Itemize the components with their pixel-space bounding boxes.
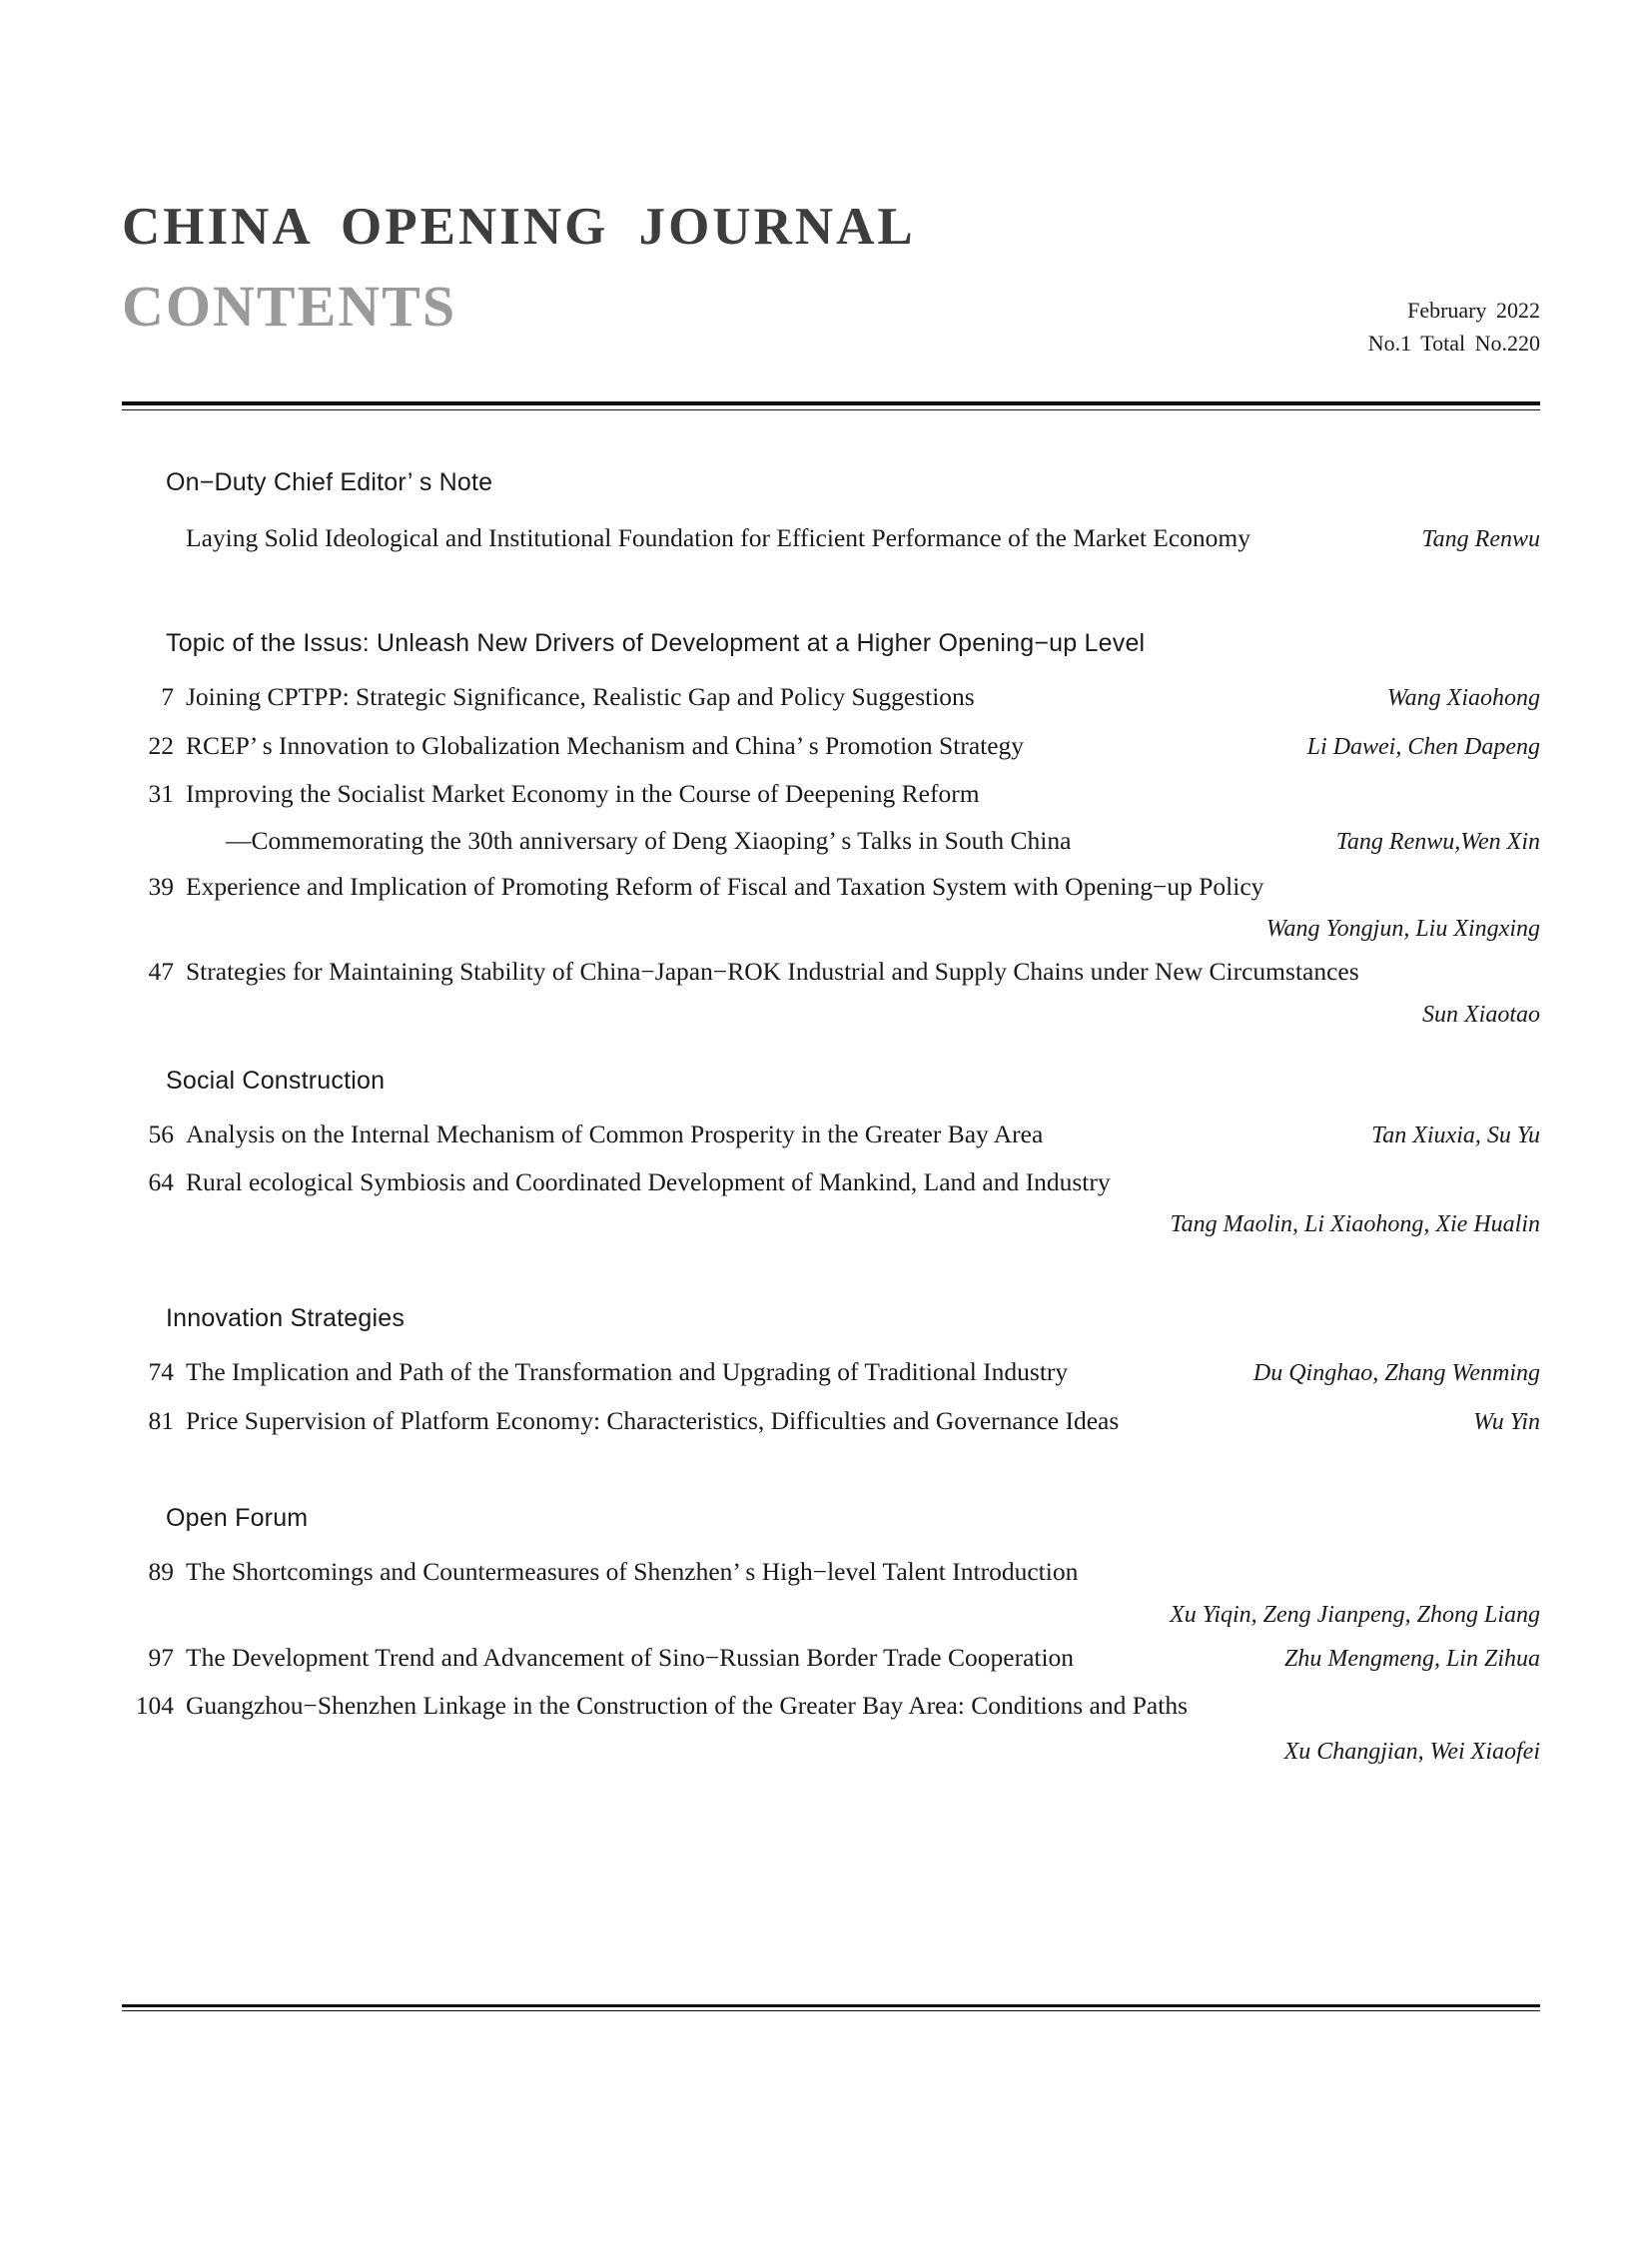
entry-page-number: 47 xyxy=(148,957,174,987)
section-heading: Social Construction xyxy=(166,1066,386,1095)
header-divider xyxy=(122,401,1540,410)
entry-authors: Tan Xiuxia, Su Yu xyxy=(1371,1121,1540,1148)
toc-entry[interactable] xyxy=(122,1689,1540,1723)
entry-page-number: 89 xyxy=(148,1557,174,1587)
entry-page-number: 74 xyxy=(148,1357,174,1387)
entry-title: RCEP’ s Innovation to Globalization Mechanism and China’ s Promotion Strategy xyxy=(186,730,1025,760)
entry-title: Experience and Implication of Promoting Reform of Fiscal and Taxation System with Opening−up Policy xyxy=(186,871,1264,901)
entry-page-number: 104 xyxy=(135,1691,174,1721)
toc-entry[interactable] xyxy=(122,1165,1540,1199)
toc-entry[interactable] xyxy=(122,1355,1540,1389)
entry-authors: Xu Yiqin, Zeng Jianpeng, Zhong Liang xyxy=(1170,1601,1540,1628)
toc-entry[interactable] xyxy=(122,1555,1540,1589)
entry-authors: Sun Xiaotao xyxy=(1422,1001,1540,1028)
entry-page-number: 22 xyxy=(148,730,174,760)
entry-title: The Development Trend and Advancement of Sino−Russian Border Trade Cooperation xyxy=(186,1642,1075,1672)
entry-authors: Tang Renwu,Wen Xin xyxy=(1335,828,1540,855)
entry-subtitle: —Commemorating the 30th anniversary of Deng Xiaoping’ s Talks in South China xyxy=(226,825,1072,855)
entry-title: Joining CPTPP: Strategic Significance, Realistic Gap and Policy Suggestions xyxy=(186,682,975,712)
entry-title: Guangzhou−Shenzhen Linkage in the Construction of the Greater Bay Area: Conditions and Paths xyxy=(186,1691,1188,1721)
issue-date: February 2022 xyxy=(1407,297,1540,323)
toc-entry-continuation xyxy=(122,826,1540,856)
entry-title: The Implication and Path of the Transformation and Upgrading of Traditional Industry xyxy=(186,1357,1069,1387)
contents-header-row xyxy=(122,273,1540,364)
section-heading: Topic of the Issus: Unleash New Drivers of Development at a Higher Opening−up Level xyxy=(166,629,1146,658)
entry-title: Strategies for Maintaining Stability of China−Japan−ROK Industrial and Supply Chains under New Circumstances xyxy=(186,957,1359,987)
entry-authors: Tang Renwu xyxy=(1421,526,1540,552)
entry-title: Rural ecological Symbiosis and Coordinated Development of Mankind, Land and Industry xyxy=(186,1166,1111,1196)
toc-entry[interactable] xyxy=(122,870,1540,904)
entry-page-number: 39 xyxy=(148,871,174,901)
entry-title: Price Supervision of Platform Economy: Characteristics, Difficulties and Governance Ideas xyxy=(186,1405,1120,1435)
section-heading: On−Duty Chief Editor’ s Note xyxy=(166,468,493,496)
entry-authors: Tang Maolin, Li Xiaohong, Xie Hualin xyxy=(1170,1211,1540,1238)
journal-title: CHINA OPENING JOURNAL xyxy=(122,198,916,256)
toc-entry[interactable] xyxy=(122,1404,1540,1438)
entry-title: Laying Solid Ideological and Institutional Foundation for Efficient Performance of the Market Economy xyxy=(186,523,1251,552)
entry-page-number: 7 xyxy=(161,682,174,712)
entry-page-number: 97 xyxy=(148,1642,174,1672)
footer-divider xyxy=(122,2004,1540,2011)
toc-entry[interactable] xyxy=(122,521,1540,555)
entry-page-number: 31 xyxy=(148,779,174,809)
section-heading: Innovation Strategies xyxy=(166,1304,406,1333)
entry-page-number: 81 xyxy=(148,1405,174,1435)
entry-title: The Shortcomings and Countermeasures of Shenzhen’ s High−level Talent Introduction xyxy=(186,1557,1079,1587)
issue-info xyxy=(1368,294,1540,360)
toc-entry[interactable] xyxy=(122,1641,1540,1675)
entry-authors: Li Dawei, Chen Dapeng xyxy=(1306,733,1540,760)
toc-entry[interactable] xyxy=(122,1118,1540,1151)
table-of-contents xyxy=(122,454,1540,1766)
entry-page-number: 56 xyxy=(148,1119,174,1148)
masthead xyxy=(122,200,1540,364)
toc-entry[interactable] xyxy=(122,955,1540,989)
entry-authors: Zhu Mengmeng, Lin Zihua xyxy=(1283,1645,1540,1672)
entry-authors: Wang Xiaohong xyxy=(1386,685,1540,712)
entry-authors: Du Qinghao, Zhang Wenming xyxy=(1252,1360,1540,1387)
contents-heading: CONTENTS xyxy=(122,273,457,339)
toc-entry[interactable] xyxy=(122,729,1540,763)
entry-title: Improving the Socialist Market Economy in the Course of Deepening Reform xyxy=(186,779,980,809)
toc-entry[interactable] xyxy=(122,777,1540,811)
entry-authors: Wu Yin xyxy=(1473,1408,1540,1435)
section-heading: Open Forum xyxy=(166,1504,309,1533)
entry-authors: Wang Yongjun, Liu Xingxing xyxy=(1265,916,1540,943)
entry-page-number: 64 xyxy=(148,1166,174,1196)
entry-authors: Xu Changjian, Wei Xiaofei xyxy=(1283,1739,1540,1766)
entry-title: Analysis on the Internal Mechanism of Common Prosperity in the Greater Bay Area xyxy=(186,1119,1044,1148)
issue-number: No.1 Total No.220 xyxy=(1367,330,1540,356)
toc-entry[interactable] xyxy=(122,680,1540,714)
